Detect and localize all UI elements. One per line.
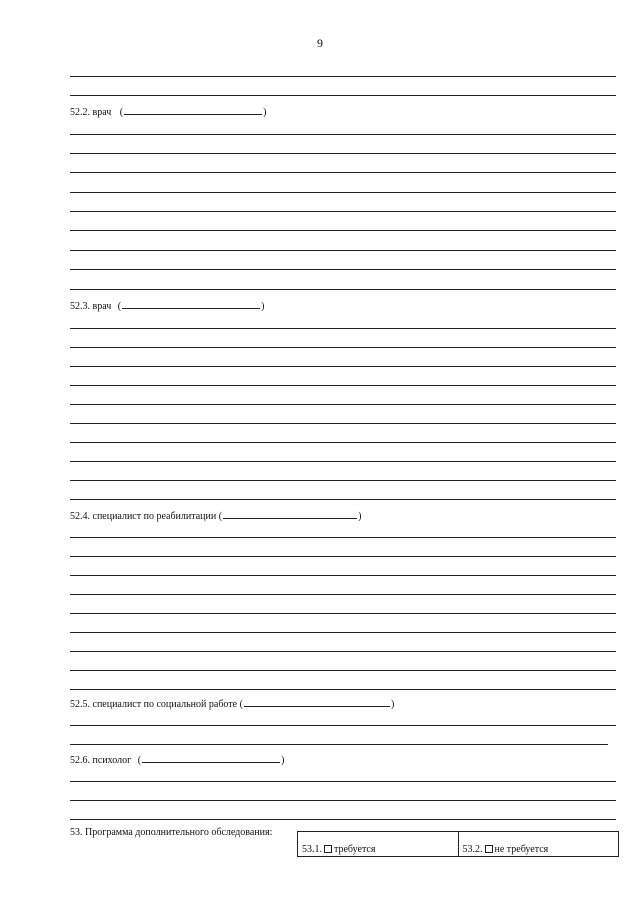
doctor-name-blank[interactable]	[124, 105, 262, 115]
option-number: 53.2.	[462, 844, 483, 855]
line	[70, 153, 616, 154]
line	[70, 651, 616, 652]
line	[70, 725, 616, 726]
doctor-name-blank[interactable]	[122, 299, 260, 309]
close-paren: )	[261, 301, 265, 312]
line	[70, 211, 616, 212]
section-prefix: 52.2. врач	[70, 107, 112, 118]
checkbox-icon[interactable]	[485, 845, 493, 853]
program-label: 53. Программа дополнительного обследования:	[70, 827, 273, 838]
section-52-6-label	[70, 753, 284, 767]
option-not-required-cell[interactable]	[458, 832, 619, 856]
line	[70, 480, 616, 481]
line	[70, 744, 608, 745]
section-prefix: 52.3. врач	[70, 301, 112, 312]
open-paren: (	[239, 699, 243, 710]
line	[70, 404, 616, 405]
line	[70, 800, 616, 801]
line	[70, 575, 616, 576]
line	[70, 347, 616, 348]
line	[70, 172, 616, 173]
line	[70, 269, 616, 270]
section-prefix: 52.6. психолог	[70, 755, 132, 766]
line	[70, 670, 616, 671]
section-52-5-label	[70, 697, 394, 711]
option-number: 53.1.	[302, 844, 322, 855]
line	[70, 289, 616, 290]
social-worker-name-blank[interactable]	[244, 697, 390, 707]
open-paren: (	[119, 107, 124, 118]
open-paren: (	[117, 301, 122, 312]
option-required-cell[interactable]	[298, 832, 458, 856]
line	[70, 385, 616, 386]
specialist-name-blank[interactable]	[223, 509, 357, 519]
close-paren: )	[390, 699, 395, 710]
close-paren: )	[358, 511, 362, 522]
section-prefix: 52.4. специалист по реабилитации	[70, 511, 217, 522]
line	[70, 366, 616, 367]
open-paren: (	[218, 511, 223, 522]
line	[70, 594, 616, 595]
section-52-3-label	[70, 299, 264, 313]
line	[70, 250, 616, 251]
line	[70, 689, 616, 690]
line	[70, 95, 616, 96]
program-choice-table	[297, 831, 619, 857]
line	[70, 781, 616, 782]
line	[70, 192, 616, 193]
line	[70, 537, 616, 538]
line	[70, 230, 616, 231]
close-paren: )	[281, 755, 285, 766]
checkbox-icon[interactable]	[324, 845, 332, 853]
line	[70, 632, 616, 633]
line	[70, 556, 616, 557]
open-paren: (	[137, 755, 142, 766]
option-required	[302, 844, 375, 855]
line	[70, 442, 616, 443]
line	[70, 461, 616, 462]
line	[70, 134, 616, 135]
line	[70, 499, 616, 500]
option-text: не требуется	[494, 844, 549, 855]
option-text: требуется	[334, 844, 376, 855]
line	[70, 328, 616, 329]
option-not-required	[463, 844, 549, 855]
section-52-4-label	[70, 509, 361, 523]
line	[70, 423, 616, 424]
close-paren: )	[263, 107, 267, 118]
section-52-2-label	[70, 105, 266, 119]
line	[70, 613, 616, 614]
section-prefix: 52.5. специалист по социальной работе	[70, 699, 238, 710]
page-number: 9	[317, 36, 323, 50]
psychologist-name-blank[interactable]	[142, 753, 280, 763]
line	[70, 819, 616, 820]
line	[70, 76, 616, 77]
